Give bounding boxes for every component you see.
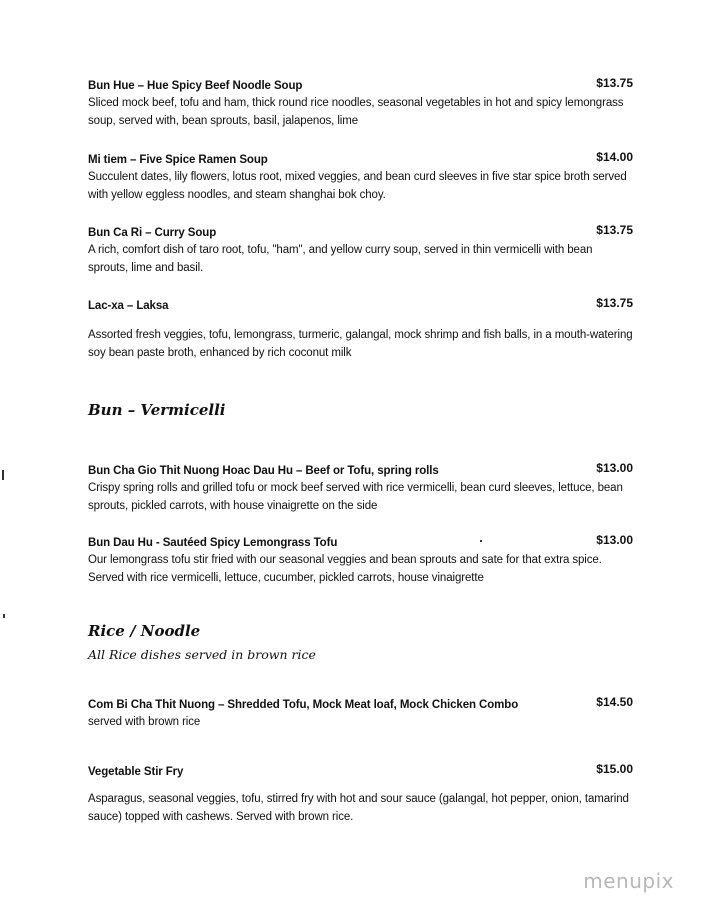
item-price: $13.75	[596, 296, 633, 310]
menu-item-mi-tiem	[88, 150, 633, 204]
item-name: Com Bi Cha Thit Nuong – Shredded Tofu, Mock Meat loaf, Mock Chicken Combo	[88, 699, 519, 711]
section-subtitle-rice: All Rice dishes served in brown rice	[88, 647, 316, 662]
menu-item-bun-dau-hu	[88, 533, 633, 587]
item-price: $13.00	[596, 533, 633, 547]
scan-speck	[480, 540, 482, 542]
scan-speck	[3, 614, 5, 618]
item-description: Crispy spring rolls and grilled tofu or mock beef served with rice vermicelli, bean curd sleeves, lettuce, bean sprouts, pickled carrots, with house vinaigrette on the side	[88, 482, 623, 512]
item-name: Bun Ca Ri – Curry Soup	[88, 227, 217, 239]
item-description: A rich, comfort dish of taro root, tofu, "ham", and yellow curry soup, served in thin vermicelli with bean sprouts, lime and basil.	[88, 244, 593, 274]
item-name: Mi tiem – Five Spice Ramen Soup	[88, 154, 268, 166]
item-name: Bun Hue – Hue Spicy Beef Noodle Soup	[88, 80, 303, 92]
item-description: Our lemongrass tofu stir fried with our seasonal veggies and bean sprouts and sate for that extra spice. Served with rice vermicelli, lettuce, cucumber, pickled carrots, house vinaigrette	[88, 554, 602, 584]
menu-item-vegetable-stir-fry	[88, 762, 633, 826]
item-name: Bun Cha Gio Thit Nuong Hoac Dau Hu – Beef or Tofu, spring rolls	[88, 465, 439, 477]
item-description: served with brown rice	[88, 716, 201, 728]
item-price: $14.00	[596, 150, 633, 164]
menu-item-lac-xa	[88, 296, 633, 362]
item-price: $15.00	[596, 762, 633, 776]
scan-speck	[2, 470, 4, 480]
item-description: Sliced mock beef, tofu and ham, thick round rice noodles, seasonal vegetables in hot and spicy lemongrass soup, served with, bean sprouts, basil, jalapenos, lime	[88, 97, 624, 127]
menupix-watermark: menupix	[583, 869, 674, 893]
item-name: Vegetable Stir Fry	[88, 766, 184, 778]
menu-item-bun-hue	[88, 76, 633, 130]
item-price: $14.50	[596, 695, 633, 709]
item-price: $13.75	[596, 76, 633, 90]
item-name: Lac-xa – Laksa	[88, 300, 169, 312]
item-description: Asparagus, seasonal veggies, tofu, stirred fry with hot and sour sauce (galangal, hot pepper, onion, tamarind sauce) topped with cashews. Served with brown rice.	[88, 793, 629, 823]
section-title-rice-noodle: Rice / Noodle	[88, 622, 201, 640]
item-price: $13.00	[596, 461, 633, 475]
menu-item-com-bi-cha	[88, 695, 633, 731]
menu-item-bun-ca-ri	[88, 223, 633, 277]
item-price: $13.75	[596, 223, 633, 237]
item-name: Bun Dau Hu - Sautéed Spicy Lemongrass Tofu	[88, 537, 338, 549]
section-title-vermicelli: Bun – Vermicelli	[88, 401, 226, 419]
item-description: Assorted fresh veggies, tofu, lemongrass, turmeric, galangal, mock shrimp and fish balls, in a mouth-watering soy bean paste broth, enhanced by rich coconut milk	[88, 329, 633, 359]
item-description: Succulent dates, lily flowers, lotus root, mixed veggies, and bean curd sleeves in five star spice broth served with yellow eggless noodles, and steam shanghai bok choy.	[88, 171, 627, 201]
menu-item-bun-cha-gio	[88, 461, 633, 515]
